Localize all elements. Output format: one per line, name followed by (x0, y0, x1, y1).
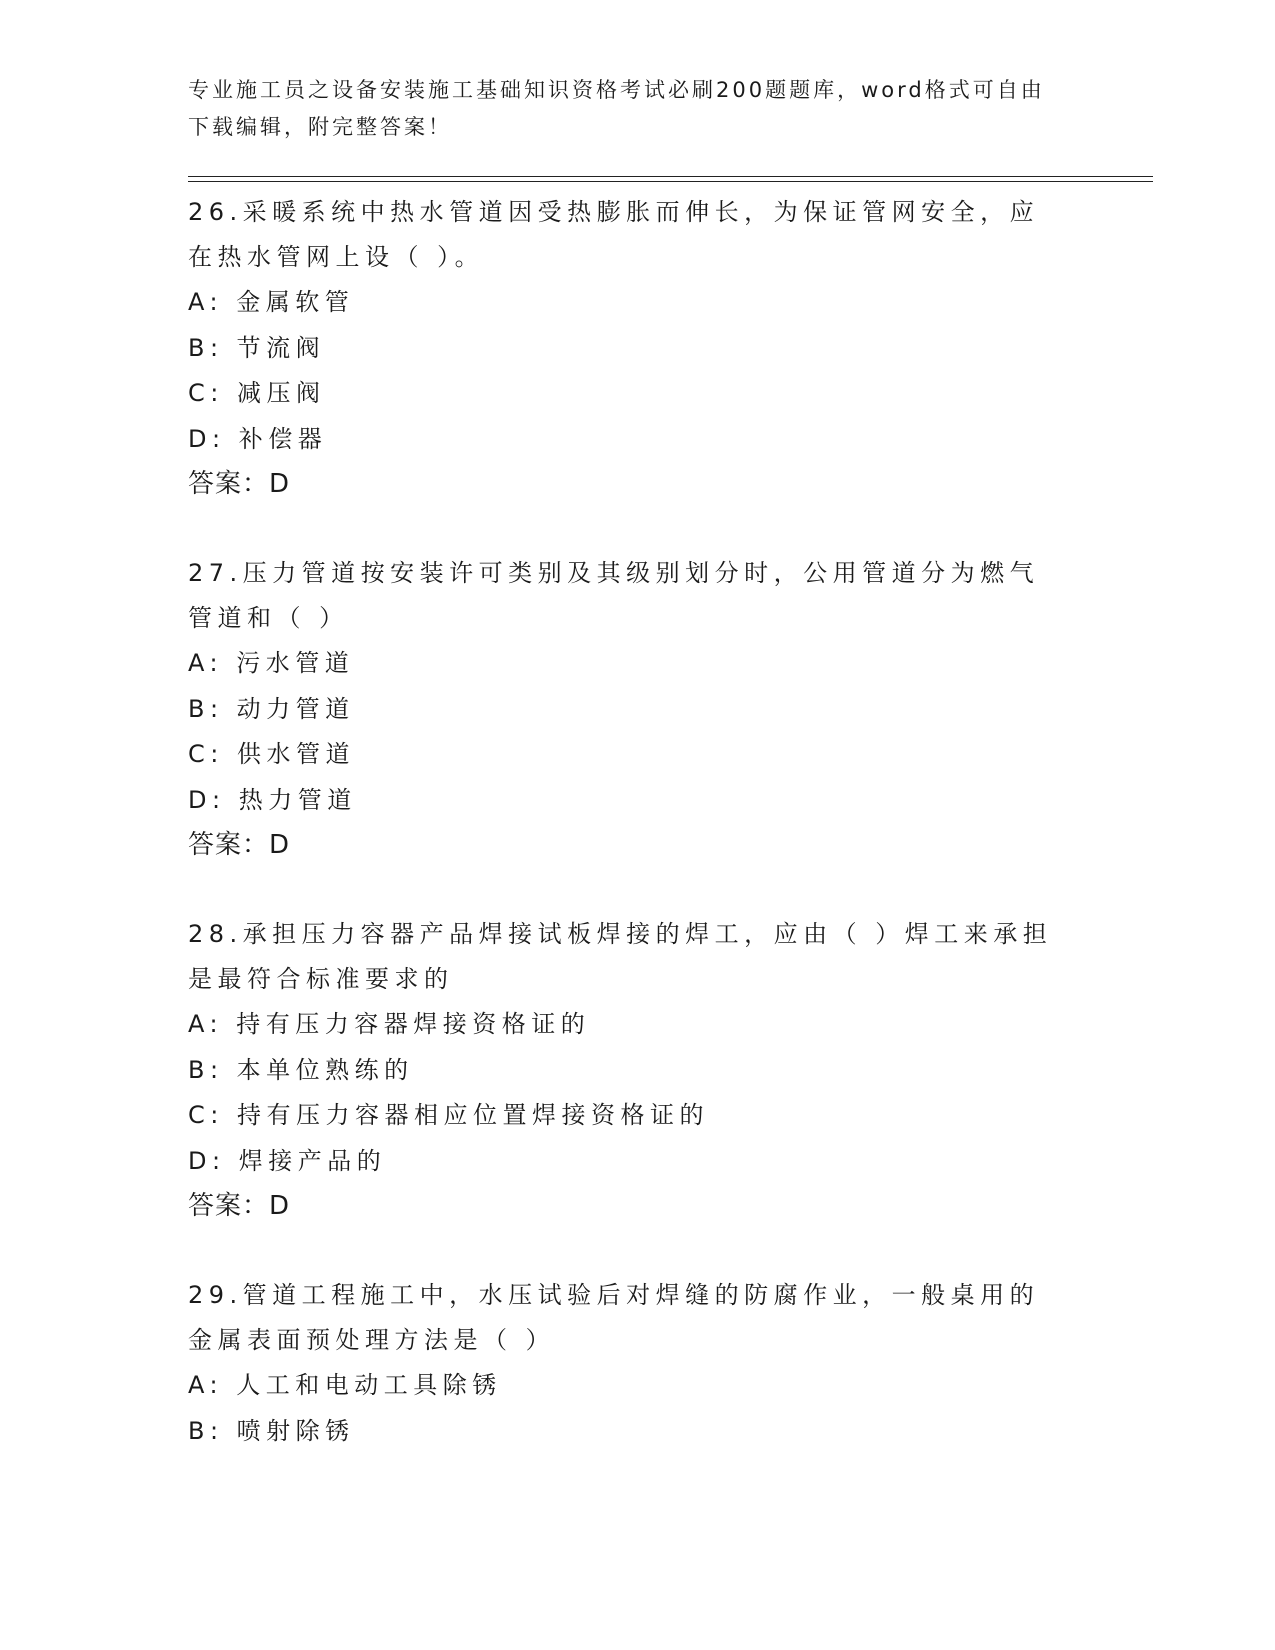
option-a: A: 污水管道 (188, 649, 355, 677)
option-b: B: 动力管道 (188, 694, 355, 723)
option-d: D: 补偿器 (188, 424, 328, 453)
option-a: A: 持有压力容器焊接资格证的 (188, 1010, 591, 1038)
question-26 (188, 190, 1088, 507)
document-header (188, 72, 1088, 146)
option-c: C: 供水管道 (188, 740, 355, 768)
option-d: D: 焊接产品的 (188, 1146, 387, 1175)
question-27 (188, 551, 1088, 868)
answer: 答案：D (188, 1191, 291, 1221)
option-b: B: 本单位熟练的 (188, 1055, 414, 1084)
option-c: C: 持有压力容器相应位置焊接资格证的 (188, 1101, 709, 1129)
header-divider-top (188, 176, 1153, 177)
answer: 答案：D (188, 469, 291, 499)
option-c: C: 减压阀 (188, 379, 326, 407)
question-28 (188, 912, 1088, 1229)
option-a: A: 人工和电动工具除锈 (188, 1371, 502, 1399)
question-list (188, 190, 1088, 1498)
option-a: A: 金属软管 (188, 288, 355, 316)
question-stem: 28.承担压力容器产品焊接试板焊接的焊工，应由（ ）焊工来承担是最符合标准要求的 (188, 920, 1053, 993)
header-divider-bottom (188, 181, 1153, 182)
question-stem: 29.管道工程施工中，水压试验后对焊缝的防腐作业，一般桌用的金属表面预处理方法是（ ） (188, 1281, 1040, 1354)
question-stem: 26.采暖系统中热水管道因受热膨胀而伸长，为保证管网安全，应在热水管网上设（ ）。 (188, 198, 1040, 271)
answer: 答案：D (188, 830, 291, 860)
header-title: 专业施工员之设备安装施工基础知识资格考试必刷200题题库，word格式可自由下载编辑，附完整答案！ (188, 78, 1045, 139)
option-b: B: 节流阀 (188, 333, 326, 362)
question-stem: 27.压力管道按安装许可类别及其级别划分时，公用管道分为燃气管道和（ ） (188, 559, 1040, 632)
option-b: B: 喷射除锈 (188, 1416, 355, 1445)
option-d: D: 热力管道 (188, 785, 357, 814)
question-29 (188, 1273, 1088, 1454)
